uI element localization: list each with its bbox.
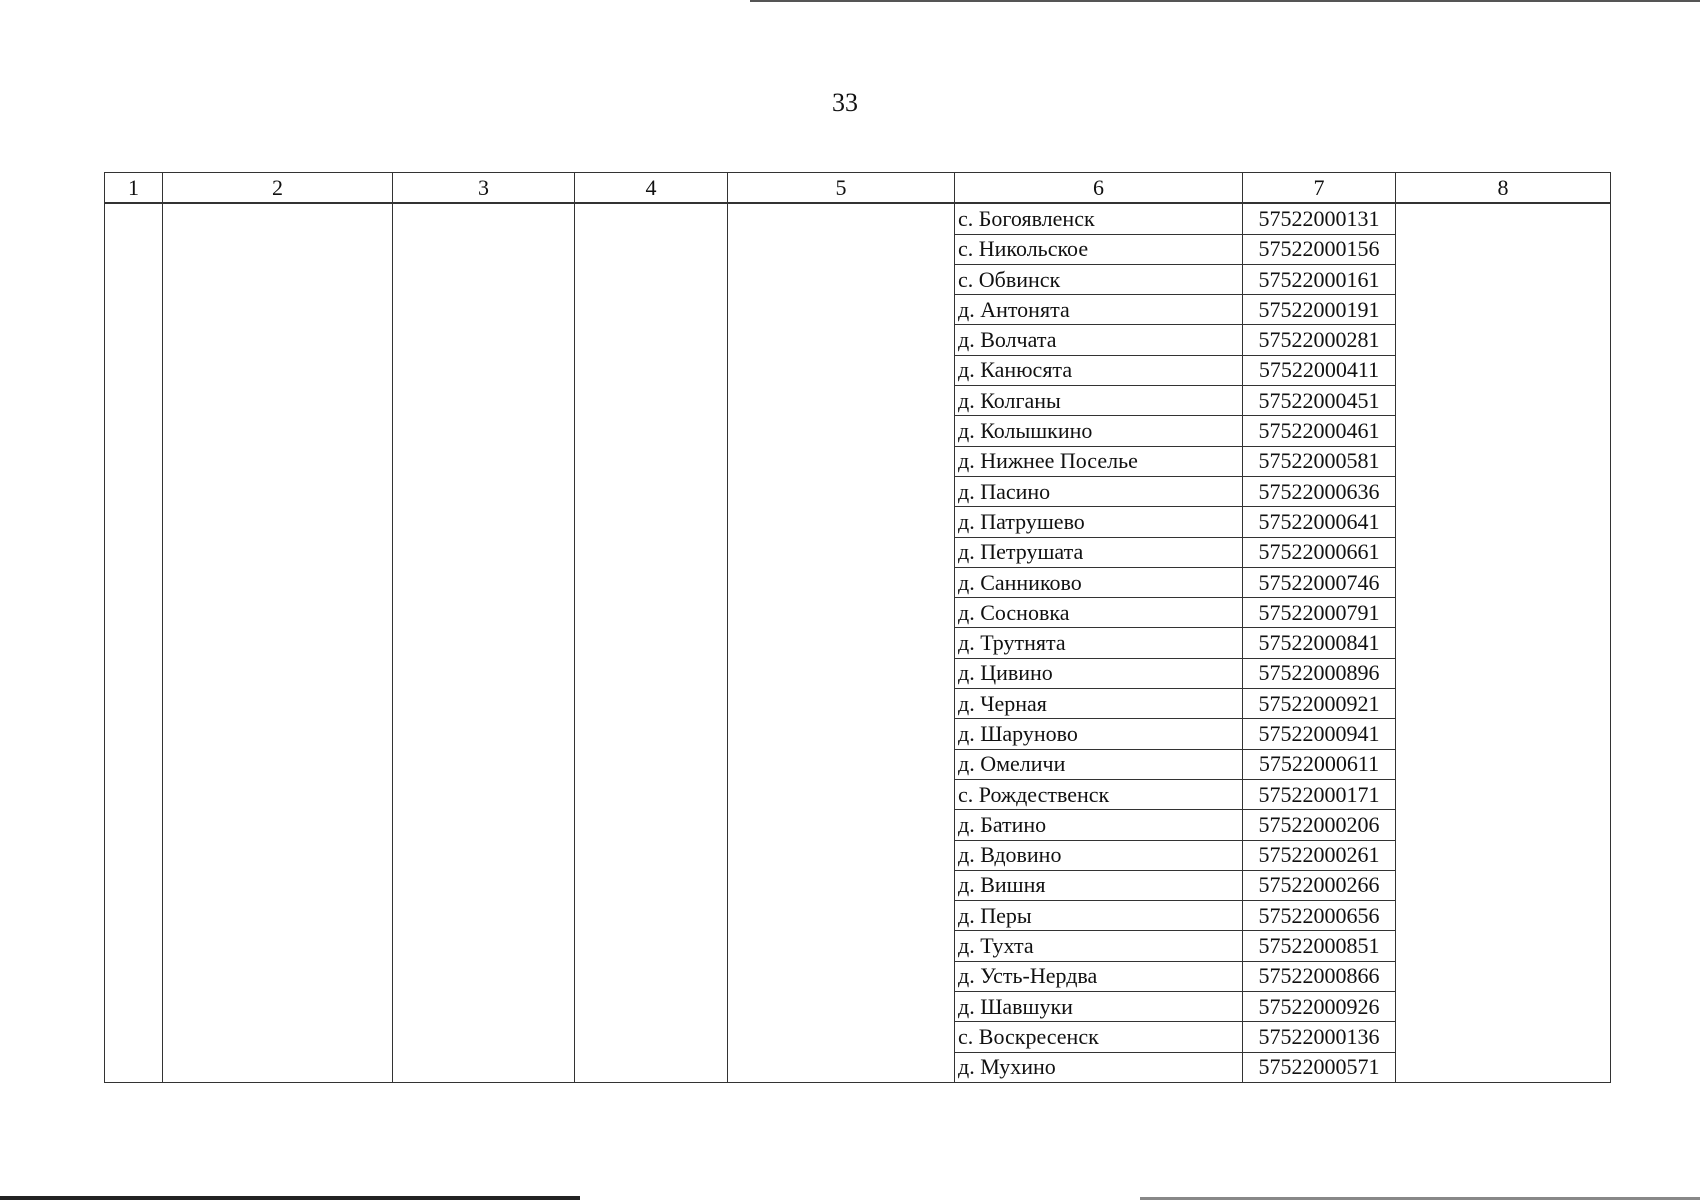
oktmo-code-cell: 57522000921 xyxy=(1243,689,1396,719)
oktmo-code-cell: 57522000206 xyxy=(1243,810,1396,840)
settlement-name-cell: с. Рождественск xyxy=(955,779,1243,809)
empty-merged-cell xyxy=(728,203,955,1082)
settlement-name-cell: д. Санниково xyxy=(955,567,1243,597)
settlement-name-cell: д. Вдовино xyxy=(955,840,1243,870)
empty-merged-cell xyxy=(575,203,728,1082)
settlement-name-cell: д. Черная xyxy=(955,689,1243,719)
oktmo-code-cell: 57522000581 xyxy=(1243,446,1396,476)
oktmo-code-cell: 57522000851 xyxy=(1243,931,1396,961)
settlement-name-cell: д. Шавшуки xyxy=(955,992,1243,1022)
settlement-name-cell: с. Обвинск xyxy=(955,264,1243,294)
table-row xyxy=(105,203,1611,234)
oktmo-code-cell: 57522000281 xyxy=(1243,325,1396,355)
oktmo-code-cell: 57522000926 xyxy=(1243,992,1396,1022)
settlement-name-cell: д. Омеличи xyxy=(955,749,1243,779)
oktmo-code-cell: 57522000641 xyxy=(1243,507,1396,537)
page-number: 33 xyxy=(832,88,858,117)
settlement-name-cell: д. Цивино xyxy=(955,658,1243,688)
settlement-name-cell: д. Нижнее Поселье xyxy=(955,446,1243,476)
settlement-name-cell: д. Канюсята xyxy=(955,355,1243,385)
settlement-name-cell: д. Сосновка xyxy=(955,598,1243,628)
oktmo-code-cell: 57522000136 xyxy=(1243,1022,1396,1052)
settlement-name-cell: д. Антонята xyxy=(955,295,1243,325)
oktmo-code-cell: 57522000661 xyxy=(1243,537,1396,567)
oktmo-code-cell: 57522000791 xyxy=(1243,598,1396,628)
settlement-name-cell: д. Усть-Нердва xyxy=(955,961,1243,991)
scan-edge-top xyxy=(750,0,1700,2)
empty-merged-cell xyxy=(393,203,575,1082)
settlements-table xyxy=(104,172,1611,1083)
settlement-name-cell: д. Волчата xyxy=(955,325,1243,355)
settlement-name-cell: д. Батино xyxy=(955,810,1243,840)
oktmo-code-cell: 57522000411 xyxy=(1243,355,1396,385)
settlement-name-cell: д. Перы xyxy=(955,901,1243,931)
column-header: 1 xyxy=(105,173,163,204)
settlement-name-cell: д. Петрушата xyxy=(955,537,1243,567)
settlement-name-cell: д. Мухино xyxy=(955,1052,1243,1082)
oktmo-code-cell: 57522000261 xyxy=(1243,840,1396,870)
oktmo-code-cell: 57522000156 xyxy=(1243,234,1396,264)
oktmo-code-cell: 57522000941 xyxy=(1243,719,1396,749)
scan-edge-bottom xyxy=(0,1196,580,1200)
oktmo-code-cell: 57522000636 xyxy=(1243,476,1396,506)
oktmo-code-cell: 57522000131 xyxy=(1243,203,1396,234)
column-header: 6 xyxy=(955,173,1243,204)
oktmo-code-cell: 57522000171 xyxy=(1243,779,1396,809)
table-body xyxy=(105,203,1611,1082)
oktmo-code-cell: 57522000451 xyxy=(1243,386,1396,416)
settlement-name-cell: с. Никольское xyxy=(955,234,1243,264)
empty-merged-cell xyxy=(163,203,393,1082)
oktmo-code-cell: 57522000656 xyxy=(1243,901,1396,931)
settlement-name-cell: с. Воскресенск xyxy=(955,1022,1243,1052)
settlement-name-cell: д. Колганы xyxy=(955,386,1243,416)
column-header: 4 xyxy=(575,173,728,204)
oktmo-code-cell: 57522000461 xyxy=(1243,416,1396,446)
oktmo-code-cell: 57522000266 xyxy=(1243,870,1396,900)
settlement-name-cell: д. Шаруново xyxy=(955,719,1243,749)
oktmo-code-cell: 57522000161 xyxy=(1243,264,1396,294)
header-row xyxy=(105,173,1611,204)
settlement-name-cell: д. Колышкино xyxy=(955,416,1243,446)
oktmo-code-cell: 57522000896 xyxy=(1243,658,1396,688)
column-header: 5 xyxy=(728,173,955,204)
settlement-name-cell: д. Трутнята xyxy=(955,628,1243,658)
oktmo-code-cell: 57522000746 xyxy=(1243,567,1396,597)
settlement-name-cell: д. Вишня xyxy=(955,870,1243,900)
oktmo-code-cell: 57522000841 xyxy=(1243,628,1396,658)
column-header: 2 xyxy=(163,173,393,204)
oktmo-code-cell: 57522000611 xyxy=(1243,749,1396,779)
settlement-name-cell: с. Богоявленск xyxy=(955,203,1243,234)
settlement-name-cell: д. Тухта xyxy=(955,931,1243,961)
oktmo-code-cell: 57522000571 xyxy=(1243,1052,1396,1082)
empty-merged-cell xyxy=(105,203,163,1082)
oktmo-code-cell: 57522000191 xyxy=(1243,295,1396,325)
column-header: 7 xyxy=(1243,173,1396,204)
settlement-name-cell: д. Патрушево xyxy=(955,507,1243,537)
oktmo-code-cell: 57522000866 xyxy=(1243,961,1396,991)
settlement-name-cell: д. Пасино xyxy=(955,476,1243,506)
column-header: 3 xyxy=(393,173,575,204)
column-header: 8 xyxy=(1396,173,1611,204)
empty-merged-cell xyxy=(1396,203,1611,1082)
